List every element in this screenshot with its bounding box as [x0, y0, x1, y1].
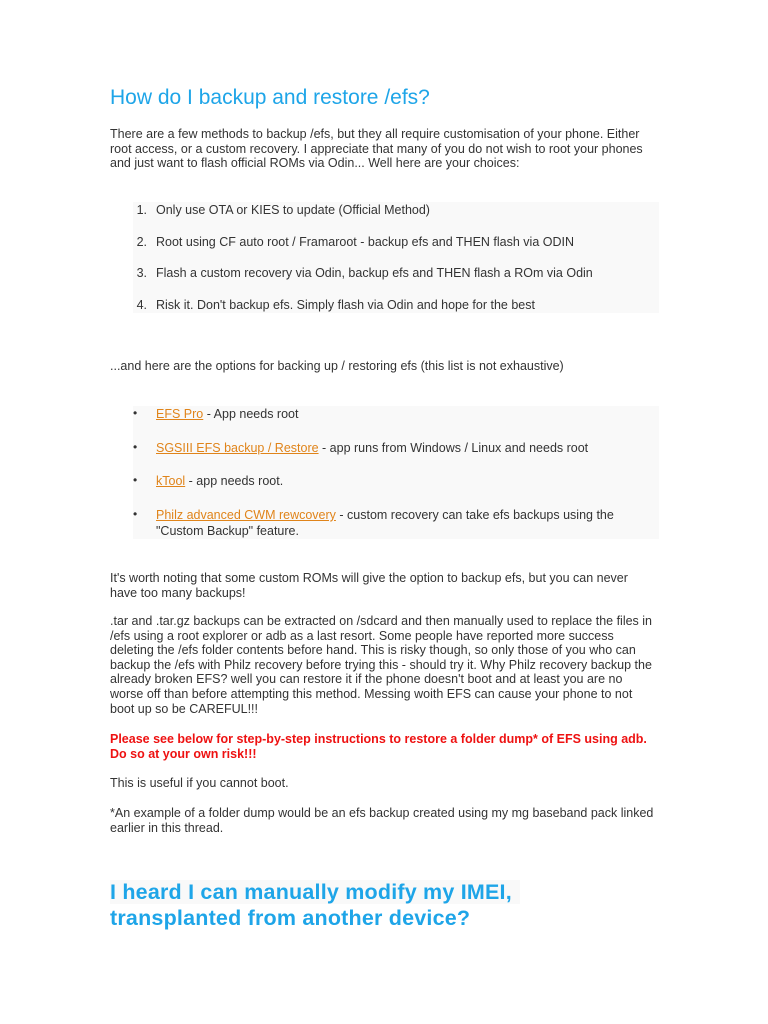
list-item-text: Flash a custom recovery via Odin, backup efs and THEN flash a ROm via Odin [156, 266, 593, 280]
list-number: 2. [136, 235, 147, 249]
paragraph-tar-backups: .tar and .tar.gz backups can be extracted on /sdcard and then manually used to replace the files in /efs using a root explorer or adb as a last resort. Some people have reported more success deleting the /efs folder contents before hand. This is risky though, so only those of you who can backup the /efs with Philz recovery before trying this - should try it. Why Philz recovery backup the already broken EFS? well you can restore it if the phone doesn't boot and at least you are no worse off than before attempting this method. Messing woith EFS can cause your phone to not boot up so be CAREFUL!!! [110, 614, 652, 716]
heading-backup-restore-efs: How do I backup and restore /efs? [110, 86, 430, 109]
list-item-description: - App needs root [203, 407, 299, 421]
bullet-icon: • [133, 406, 138, 420]
heading-line-1: I heard I can manually modify my IMEI, [110, 880, 520, 904]
options-intro: ...and here are the options for backing up / restoring efs (this list is not exhaustive) [110, 359, 564, 373]
options-list [133, 406, 659, 539]
paragraph-useful: This is useful if you cannot boot. [110, 776, 289, 790]
list-item-text: Risk it. Don't backup efs. Simply flash via Odin and hope for the best [156, 298, 535, 312]
bullet-icon: • [133, 473, 138, 487]
list-item-text [156, 407, 659, 423]
link-sgsiii-efs-backup[interactable]: SGSIII EFS backup / Restore [156, 441, 319, 455]
list-item-text [156, 441, 659, 457]
list-item-text: Only use OTA or KIES to update (Official Method) [156, 203, 430, 217]
bullet-icon: • [133, 440, 138, 454]
link-philz-cwm[interactable]: Philz advanced CWM rewcovery [156, 508, 336, 522]
list-item-text: Root using CF auto root / Framaroot - backup efs and THEN flash via ODIN [156, 235, 574, 249]
list-number: 4. [136, 298, 147, 312]
list-item-description: - app runs from Windows / Linux and needs root [318, 441, 589, 455]
heading-modify-imei [110, 879, 520, 931]
list-item-description: - custom recovery can take efs backups using the "Custom Backup" feature. [156, 508, 614, 538]
bullet-icon: • [133, 507, 138, 521]
intro-paragraph: There are a few methods to backup /efs, but they all require customisation of your phone. Either root access, or a custom recovery. I appreciate that many of you do not wish to root your phones and just want to flash official ROMs via Odin... Well here are your choices: [110, 127, 643, 171]
choices-list [133, 202, 659, 313]
list-item-description: - app needs root. [185, 474, 284, 488]
list-item-text [156, 474, 659, 490]
paragraph-folder-dump-example: *An example of a folder dump would be an efs backup created using my mg baseband pack linked earlier in this thread. [110, 806, 654, 835]
list-number: 3. [136, 266, 147, 280]
paragraph-worth-noting: It's worth noting that some custom ROMs will give the option to backup efs, but you can never have too many backups! [110, 571, 628, 600]
link-efs-pro[interactable]: EFS Pro [156, 407, 204, 421]
list-number: 1. [136, 203, 147, 217]
list-item-text [156, 508, 659, 539]
heading-line-2: transplanted from another device? [110, 906, 471, 930]
link-ktool[interactable]: kTool [156, 474, 186, 488]
warning-text: Please see below for step-by-step instructions to restore a folder dump* of EFS using adb. Do so at your own risk!!! [110, 732, 647, 761]
